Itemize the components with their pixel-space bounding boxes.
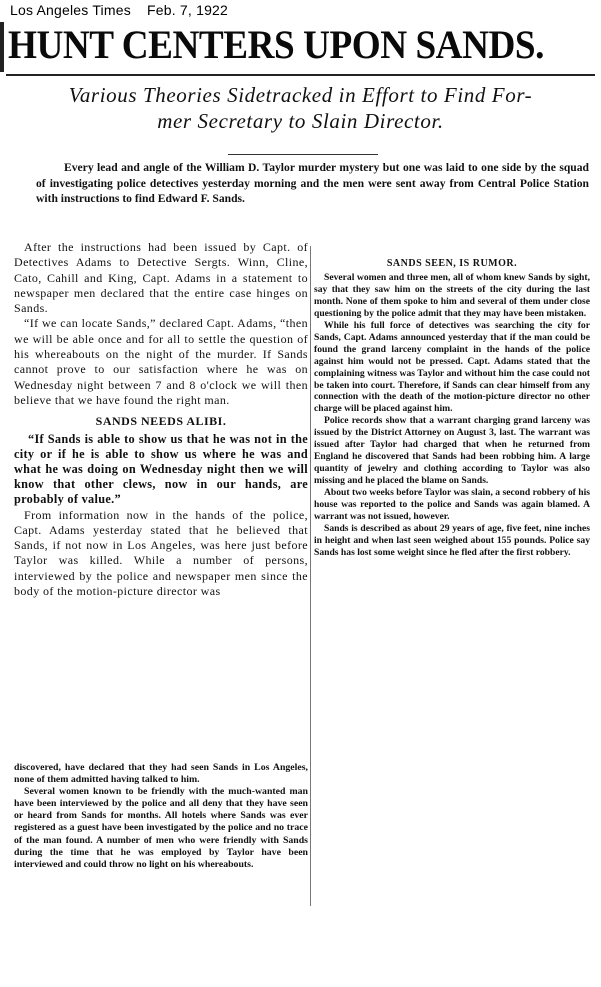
page-edge-shadow [0, 22, 4, 72]
paragraph: Sands is described as about 29 years of age, five feet, nine inches in height and when last seen weighed about 155 pounds. Police say Sands has lost some weight since he fled after the first robbery. [314, 522, 590, 558]
paragraph: Several women known to be friendly with the much-wanted man have been interviewed by the police and all deny that they have seen or heard from Sands for months. All hotels where Sands was ever registered as a guest have been investigated by the police and no trace of the man found. A number of men who were friendly with Sands during the time that he was employed by Taylor have been interviewed and could throw no light on his whereabouts. [14, 786, 308, 870]
headline-rule [6, 74, 595, 76]
subhead-sands-seen-is-rumor: SANDS SEEN, IS RUMOR. [386, 258, 518, 269]
source-line [10, 2, 228, 18]
deck-line-2: mer Secretary to Slain Director. [157, 109, 444, 133]
column-divider [310, 246, 311, 906]
deck-rule [228, 154, 378, 155]
publication-date: Feb. 7, 1922 [147, 2, 229, 18]
right-column [314, 258, 590, 559]
paragraph: “If we can locate Sands,” declared Capt. Adams, “then we will be able once and for all to settle the question of his whereabouts on the night of the murder. If Sands cannot prove to our satisfaction where he was on Wednesday night between 7 and 8 o'clock we will then believe that we have found the right man. [14, 316, 308, 407]
paragraph: Police records show that a warrant charging grand larceny was issued by the District Attorney on August 3, last. The warrant was issued after Taylor had charged that when he returned from England he discovered that Sands had been robbing him. A large quantity of jewelry and clothing according to Taylor was also missing and he placed the blame on Sands. [314, 415, 590, 487]
alibi-quote [14, 432, 308, 508]
deck-subtitle [8, 82, 593, 134]
paragraph: Several women and three men, all of whom knew Sands by sight, say that they saw him on the streets of the city during the last month. None of them spoke to him and several of them under close questioning by the police admit that they may have been mistaken. [314, 271, 590, 319]
after-alibi [14, 508, 308, 600]
paragraph: “If Sands is able to show us that he was not in the city or if he is able to show us where he was and what he was doing on Wednesday night then we will know that other clews, now in our hands, are probably of value.” [14, 431, 308, 507]
paragraph: discovered, have declared that they had seen Sands in Los Angeles, none of them admitted having talked to him. [14, 762, 308, 786]
subhead-sands-needs-alibi: SANDS NEEDS ALIBI. [95, 414, 227, 429]
paragraph: From information now in the hands of the police, Capt. Adams yesterday stated that he believed that Sands, if not now in Los Angeles, was here just before Taylor was killed. While a number of persons, interviewed by the police and newspaper men since the body of the motion-picture director was [14, 507, 308, 599]
paragraph: While his full force of detectives was searching the city for Sands, Capt. Adams announced yesterday that if the man could be found the grand larceny complaint in the hands of the police against him would not be pressed. Capt. Adams stated that the complaining witness was Taylor and without him the case could not be taken into court. Therefore, if Sands can clear himself from any connection with the death of the motion-picture director no other charge will be placed against him. [314, 319, 590, 415]
deck-line-1: Various Theories Sidetracked in Effort to Find For- [68, 83, 533, 107]
newspaper-name: Los Angeles Times [10, 2, 131, 18]
paragraph: After the instructions had been issued by Capt. of Detectives Adams to Detective Sergts. Winn, Cline, Cato, Cahill and King, Capt. Adams in a statement to newspaper men declared that the entire case hinges on Sands. [14, 240, 308, 316]
lead-paragraph: Every lead and angle of the William D. Taylor murder mystery but one was laid to one side by the squad of investigating police detectives yesterday morning and the men were sent away from Central Police Station with instructions to find Edward F. Sands. [36, 161, 589, 206]
paragraph: About two weeks before Taylor was slain, a second robbery of his house was reported to the police and Sands was again blamed. A warrant was not issued, however. [314, 487, 590, 523]
left-column-top [14, 240, 308, 599]
headline: HUNT CENTERS UPON SANDS. [8, 22, 544, 67]
left-column-bottom [14, 762, 308, 871]
